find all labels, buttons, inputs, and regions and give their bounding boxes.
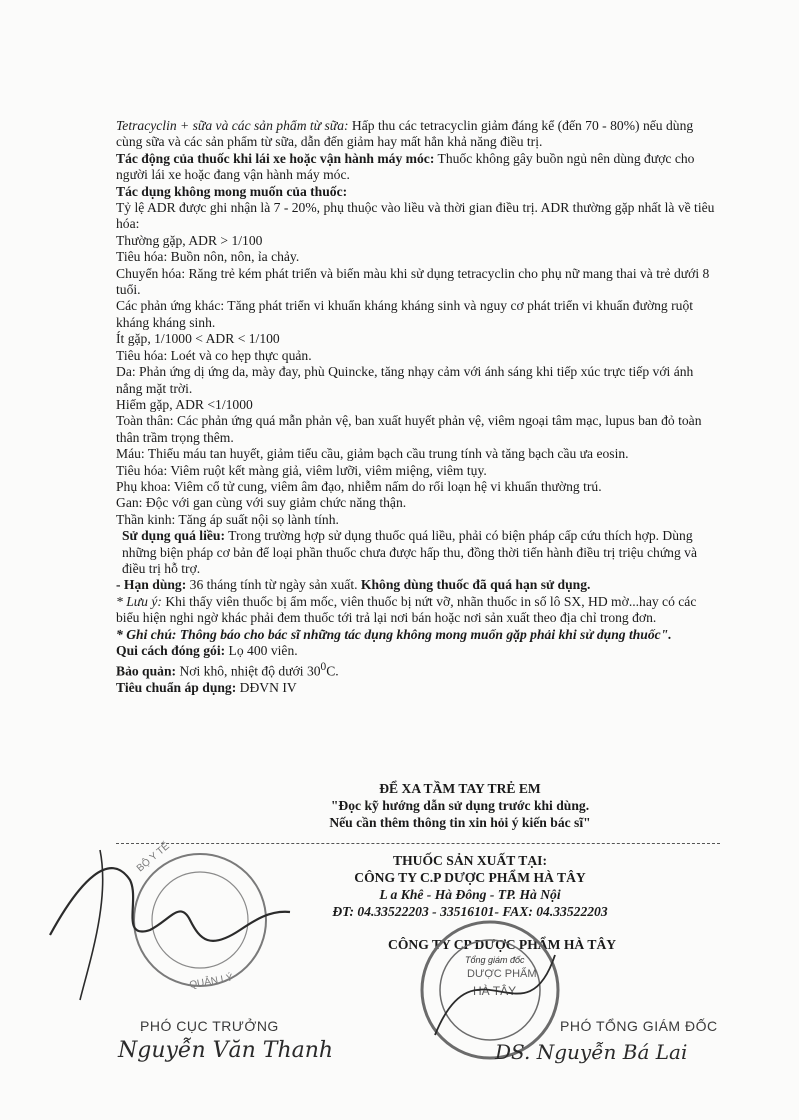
interaction-milk: Tetracyclin + sữa và các sản phẩm từ sữa: Hấp thu các tetracyclin giảm đáng kể (đến 70 - 80%) nếu dùng cùng sữa và các sản phẩm từ sữa, dẫn đến giảm hay mất hẳn khả năng điều trị.: [116, 118, 694, 150]
manufacturer-phone: ĐT: 04.33522203 - 33516101- FAX: 04.33522203: [332, 904, 608, 919]
adr-common-metabolic: Chuyển hóa: Răng trẻ kém phát triển và biến màu khi sử dụng tetracyclin cho phụ nữ mang thai và trẻ dưới 8 tuổi.: [116, 265, 710, 298]
warning-block: [260, 780, 660, 831]
adr-rare-liver: Gan: Độc với gan cùng với suy giảm chức năng thận.: [116, 495, 407, 511]
adr-rare-neuro: Thần kinh: Tăng áp suất nội sọ lành tính.: [116, 511, 339, 527]
adr-common-other: Các phản ứng khác: Tăng phát triển vi khuẩn kháng kháng sinh và nguy cơ phát triển vi khuẩn đường ruột kháng kháng sinh.: [116, 298, 694, 330]
left-signature-stroke: [50, 868, 290, 941]
overdose: Sử dụng quá liều: Trong trường hợp sử dụng thuốc quá liều, phải có biện pháp cấp cứu thích hợp. Dùng những biện pháp cơ bản để loại phần thuốc chưa được hấp thu, đồng thời tiến hành điều trị triệu chứng và điều trị hỗ trợ.: [122, 528, 698, 576]
adr-uncommon-gi: Tiêu hóa: Loét và co hẹp thực quản.: [116, 347, 312, 363]
svg-text:DƯỢC PHẨM: DƯỢC PHẨM: [467, 968, 537, 980]
vice-general-director-name: DS. Nguyễn Bá Lai: [495, 1040, 688, 1064]
ask-doctor: Nếu cần thêm thông tin xin hỏi ý kiến bác sĩ": [329, 815, 591, 830]
svg-text:HÀ TÂY: HÀ TÂY: [473, 984, 517, 998]
ministry-seal: [134, 840, 266, 991]
manufacturer-block: [280, 852, 660, 920]
storage: Bảo quản: Nơi khô, nhiệt độ dưới $30^0C$.: [116, 661, 339, 679]
vice-general-director-title: PHÓ TỔNG GIÁM ĐỐC: [560, 1018, 718, 1034]
deputy-director-title: PHÓ CỤC TRƯỞNG: [140, 1018, 279, 1034]
packaging: Qui cách đóng gói: Lọ 400 viên.: [116, 643, 298, 658]
read-instructions: "Đọc kỹ hướng dẫn sử dụng trước khi dùng.: [330, 798, 590, 813]
standard: Tiêu chuẩn áp dụng: DĐVN IV: [116, 680, 297, 696]
adr-rare-systemic: Toàn thân: Các phản ứng quá mẫn phản vệ, ban xuất huyết phản vệ, viêm ngoại tâm mạc, lupus ban đỏ toàn thân trầm trọng thêm.: [116, 413, 702, 445]
svg-text:BỘ Y TẾ: BỘ Y TẾ: [134, 840, 172, 875]
adverse-heading: Tác dụng không mong muốn của thuốc:: [116, 183, 348, 199]
svg-text:QUẢN LÝ: QUẢN LÝ: [188, 972, 234, 991]
note: * Ghi chú: Thông báo cho bác sĩ những tác dụng không mong muốn gặp phải khi sử dụng thuốc".: [116, 626, 672, 642]
manufacturer-heading: THUỐC SẢN XUẤT TẠI:: [393, 853, 547, 868]
left-signature-seal: [40, 840, 300, 1020]
expiry: - Hạn dùng: 36 tháng tính từ ngày sản xuất. Không dùng thuốc đã quá hạn sử dụng.: [116, 577, 591, 593]
keep-away-children: ĐỂ XA TẦM TAY TRẺ EM: [379, 781, 541, 796]
adr-rare-heading: Hiếm gặp, ADR <1/1000: [116, 396, 253, 412]
driving-effect: Tác động của thuốc khi lái xe hoặc vận hành máy móc: Thuốc không gây buồn ngủ nên dùng được cho người lái xe hoặc đang vận hành máy móc.: [116, 150, 695, 183]
company-signature-label: CÔNG TY CP DƯỢC PHẨM HÀ TÂY: [388, 937, 617, 952]
svg-text:Tổng giám đốc: Tổng giám đốc: [465, 955, 525, 965]
deputy-director-name: Nguyễn Văn Thanh: [118, 1038, 334, 1063]
adr-common-gi: Tiêu hóa: Buồn nôn, nôn, ỉa chảy.: [116, 249, 300, 265]
manufacturer-company: CÔNG TY C.P DƯỢC PHẨM HÀ TÂY: [354, 870, 586, 885]
manufacturer-address: L a Khê - Hà Đông - TP. Hà Nội: [379, 887, 561, 902]
adr-uncommon-heading: Ít gặp, 1/1000 < ADR < 1/100: [116, 331, 280, 347]
adr-rare-gi: Tiêu hóa: Viêm ruột kết màng giả, viêm lưỡi, viêm miệng, viêm tụy.: [116, 462, 487, 478]
adr-rare-gyn: Phụ khoa: Viêm cổ tử cung, viêm âm đạo, nhiễm nấm do rối loạn hệ vi khuẩn thường trú.: [116, 478, 602, 494]
adr-uncommon-skin: Da: Phản ứng dị ứng da, mày đay, phù Quincke, tăng nhạy cảm với ánh sáng khi tiếp xúc trực tiếp với ánh nắng mặt trời.: [116, 364, 694, 396]
caution: * Lưu ý: Khi thấy viên thuốc bị ẩm mốc, viên thuốc bị nứt vỡ, nhãn thuốc in số lô SX, HD mờ...hay có các biểu hiện nghi ngờ khác phải đem thuốc tới trả lại nơi bán hoặc nơi sản xuất theo địa chỉ trong đơn.: [116, 593, 697, 626]
adr-common-heading: Thường gặp, ADR > 1/100: [116, 232, 263, 248]
leaflet-body: [116, 118, 720, 697]
adr-rate: Tỷ lệ ADR được ghi nhận là 7 - 20%, phụ thuộc vào liều và thời gian điều trị. ADR thường gặp nhất là về tiêu hóa:: [116, 200, 715, 232]
adr-rare-blood: Máu: Thiếu máu tan huyết, giảm tiểu cầu, giảm bạch cầu trung tính và tăng bạch cầu ưa eosin.: [116, 446, 629, 462]
